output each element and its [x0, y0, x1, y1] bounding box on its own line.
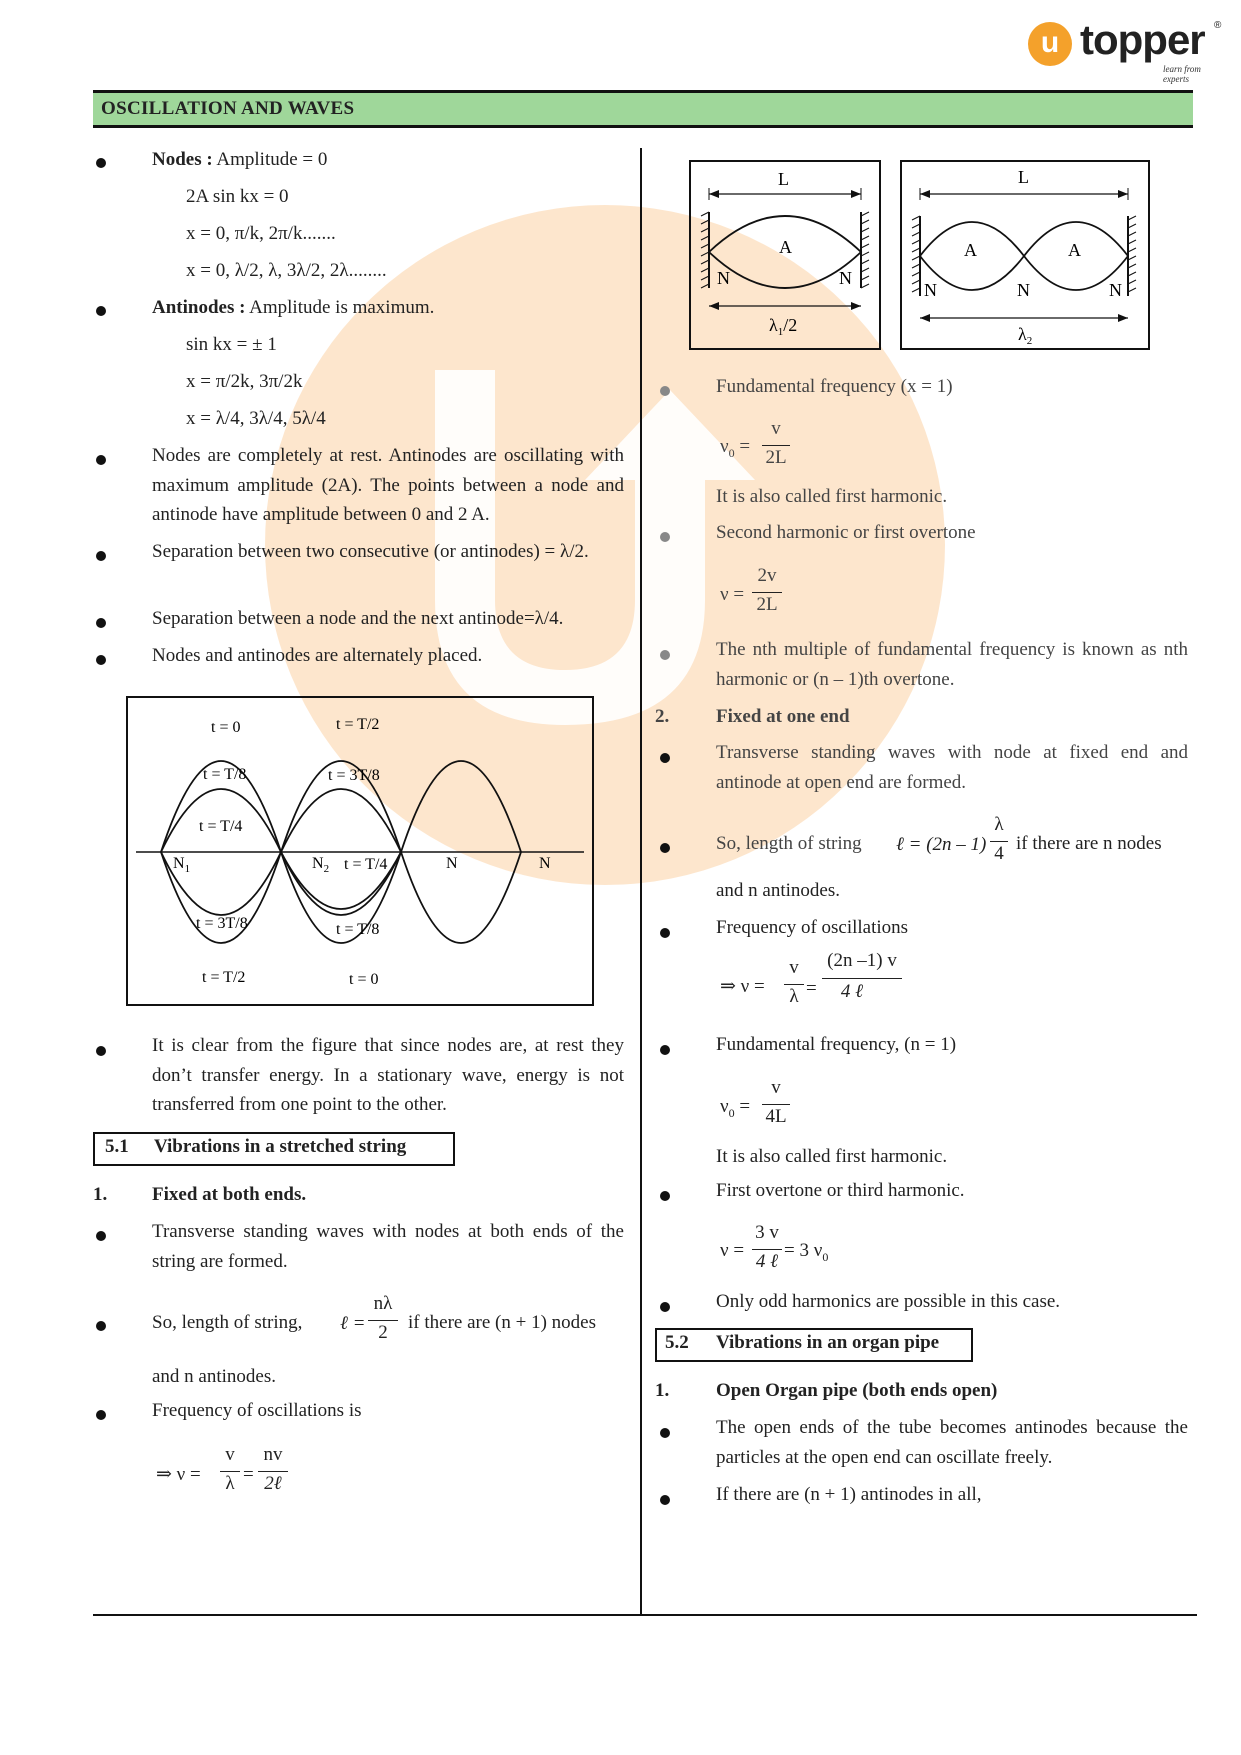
length-pre: So, length of string,: [152, 1312, 303, 1333]
fig-label: t = T/8: [203, 766, 247, 783]
logo-registered: ®: [1214, 20, 1222, 31]
nodes-eq3: x = 0, λ/2, λ, 3λ/2, 2λ........: [186, 260, 387, 281]
diag1-lambda-sub: 1: [777, 326, 784, 338]
bullet-icon: [96, 551, 106, 561]
freq2-den1: λ: [789, 986, 799, 1007]
anti-eq3: x = λ/4, 3λ/4, 5λ/4: [186, 408, 326, 429]
odd-harmonics: Only odd harmonics are possible in this case.: [716, 1291, 1061, 1312]
bullet-icon: [96, 158, 106, 168]
fund2-den: 4L: [765, 1106, 787, 1127]
len2-l: ℓ = (2n – 1): [896, 834, 987, 855]
fund-den: 2L: [765, 447, 787, 468]
bullet-icon: [660, 1428, 670, 1438]
item-number: 2.: [655, 706, 670, 727]
diag2-length: L: [1018, 167, 1029, 187]
fund2-nu: [720, 1092, 750, 1128]
fig-label: N: [539, 855, 551, 872]
freq2-text: Frequency of oscillations: [716, 917, 909, 938]
bullet-icon: [96, 1231, 106, 1241]
bullet-icon: [660, 1045, 670, 1055]
fig-n1: N: [173, 855, 185, 872]
len2-post: if there are n nodes: [1016, 833, 1162, 854]
item-number: 1.: [655, 1380, 670, 1401]
diag1-node: N: [839, 268, 852, 288]
diag2-node: N: [1017, 280, 1030, 300]
fraction-line: [762, 1104, 790, 1105]
diag2-antinode: A: [964, 240, 977, 260]
fund-num: v: [771, 418, 781, 439]
section-number: 5.1: [105, 1136, 129, 1157]
diag2-antinode: A: [1068, 240, 1081, 260]
fig-label: [312, 855, 329, 875]
sec-nu: ν =: [720, 584, 745, 605]
bullet-icon: [96, 1046, 106, 1056]
freq2-num1: v: [789, 957, 799, 978]
diag1-node: N: [717, 268, 730, 288]
length-den: 2: [378, 1322, 388, 1343]
nodes-text: Amplitude = 0: [212, 149, 328, 170]
fraction-line: [990, 841, 1008, 842]
first-harmonic: It is also called first harmonic.: [716, 486, 948, 507]
freq2-arrow: ⇒ ν =: [720, 976, 765, 997]
length-cont: and n antinodes.: [152, 1366, 277, 1387]
fraction-line: [752, 1249, 782, 1250]
freq-num2: nv: [263, 1444, 283, 1465]
len2-num: λ: [994, 814, 1004, 835]
chapter-title: OSCILLATION AND WAVES: [101, 98, 355, 119]
diag2-node: N: [1109, 280, 1122, 300]
fund2-num: v: [771, 1077, 781, 1098]
length-post: if there are (n + 1) nodes: [408, 1312, 596, 1333]
fraction-line: [784, 984, 804, 985]
length-l: ℓ =: [340, 1313, 366, 1334]
footer-rule: [93, 1614, 1197, 1616]
section-title: Vibrations in an organ pipe: [716, 1332, 940, 1353]
para-separation: Separation between two consecutive (or antinodes) = λ/2.: [152, 541, 589, 562]
nth-harmonic: The nth multiple of fundamental frequency is known as nth harmonic or (n – 1)th overtone.: [716, 639, 1188, 690]
fig-n2: N: [312, 855, 324, 872]
item-title: Open Organ pipe (both ends open): [716, 1380, 998, 1401]
bullet-icon: [660, 532, 670, 542]
item-title: Fixed at both ends.: [152, 1184, 307, 1205]
item-title: Fixed at one end: [716, 706, 850, 727]
diag2-wavelength: [1018, 324, 1032, 347]
logo-mark-icon: u: [1028, 22, 1072, 66]
section-number: 5.2: [665, 1332, 689, 1353]
fig-label: t = 3T/8: [328, 767, 380, 784]
third-nu: ν =: [720, 1240, 745, 1261]
freq-den2: 2ℓ: [264, 1473, 282, 1494]
bullet-icon: [660, 386, 670, 396]
bullet-icon: [96, 1410, 106, 1420]
fig-n1-sub: 1: [184, 863, 191, 875]
freq-eq: =: [243, 1464, 254, 1485]
diag2-node: N: [924, 280, 937, 300]
logo-name: topper: [1080, 16, 1205, 63]
bullet-icon: [96, 618, 106, 628]
fig-n2-sub: 2: [323, 863, 330, 875]
second-harmonic: Second harmonic or first overtone: [716, 522, 976, 543]
logo-tagline: learn from experts: [1163, 64, 1201, 84]
brand-logo: [1028, 16, 1228, 84]
diag2-lambda-sub: 2: [1026, 335, 1033, 347]
bullet-icon: [660, 843, 670, 853]
nodes-eq2: x = 0, π/k, 2π/k.......: [186, 223, 336, 244]
fraction-line: [822, 978, 902, 979]
fund2-text: Fundamental frequency, (n = 1): [716, 1034, 957, 1055]
para-antinodes-count: If there are (n + 1) antinodes in all,: [716, 1484, 982, 1505]
freq2-eq: =: [806, 978, 817, 999]
bullet-icon: [660, 1495, 670, 1505]
section-title: Vibrations in a stretched string: [154, 1136, 407, 1157]
third-post-sub: 0: [822, 1249, 829, 1264]
antinodes-label: Antinodes :: [152, 297, 246, 318]
fraction-line: [220, 1471, 240, 1472]
freq-arrow: ⇒ ν =: [156, 1464, 201, 1485]
diag1-lambda-post: /2: [783, 315, 798, 335]
string-fundamental-diagram: [689, 160, 881, 350]
antinodes-text: Amplitude is maximum.: [245, 297, 435, 318]
para-open-ends: The open ends of the tube becomes antinodes because the particles at the open end can oscillate freely.: [716, 1417, 1188, 1468]
diag1-antinode: A: [779, 237, 792, 257]
diag1-length: L: [778, 169, 789, 189]
fund-nu-symbol: ν: [720, 436, 729, 457]
para-separation-antinode: Separation between a node and the next antinode=λ/4.: [152, 608, 564, 629]
len2-pre: So, length of string: [716, 833, 862, 854]
column-divider: [640, 148, 642, 1616]
fig-label: [173, 855, 190, 875]
fund2-nu-sub: 0: [728, 1105, 735, 1120]
fund2-nu-symbol: ν: [720, 1096, 729, 1117]
sec-num: 2v: [757, 565, 777, 586]
third-post-text: = 3 ν: [784, 1240, 823, 1261]
third-den: 4 ℓ: [755, 1251, 779, 1272]
bullet-icon: [96, 455, 106, 465]
fund-nu-sub: 0: [728, 445, 735, 460]
anti-eq2: x = π/2k, 3π/2k: [186, 371, 303, 392]
fraction-line: [258, 1471, 288, 1472]
bullet-icon: [660, 650, 670, 660]
bullet-icon: [660, 1302, 670, 1312]
nodes-line: [152, 145, 327, 174]
para-energy: It is clear from the figure that since nodes are, at rest they don’t transfer energy. In a stationary wave, energy is not transferred from one point to the other.: [152, 1035, 624, 1115]
fund2-eq: =: [739, 1096, 751, 1117]
fraction-line: [368, 1320, 398, 1321]
fig-label: t = T/4: [344, 856, 388, 873]
item-number: 1.: [93, 1184, 108, 1205]
len2-den: 4: [994, 843, 1004, 864]
fraction-line: [762, 445, 790, 446]
freq2-den2: 4 ℓ: [840, 981, 864, 1002]
nodes-label: Nodes :: [152, 149, 213, 170]
antinodes-line: [152, 293, 434, 322]
diag1-lambda: λ: [769, 315, 778, 335]
chapter-header: [93, 93, 1193, 125]
bullet-icon: [660, 753, 670, 763]
freq2-num2: (2n –1) v: [827, 950, 897, 971]
third-harmonic: First overtone or third harmonic.: [716, 1180, 965, 1201]
fig-label: N: [446, 855, 458, 872]
para-transverse: Transverse standing waves with nodes at both ends of the string are formed.: [152, 1221, 624, 1272]
bullet-icon: [96, 655, 106, 665]
freq-num1: v: [225, 1444, 235, 1465]
bullet-icon: [660, 1191, 670, 1201]
bullet-icon: [660, 928, 670, 938]
len2-cont: and n antinodes.: [716, 880, 841, 901]
third-post: [784, 1236, 828, 1272]
sec-den: 2L: [756, 594, 778, 615]
fund-text: Fundamental frequency (x = 1): [716, 376, 953, 397]
diag2-lambda: λ: [1018, 324, 1027, 344]
fig-label: t = 3T/8: [196, 915, 248, 932]
fraction-line: [752, 592, 782, 593]
fig-label: t = T/4: [199, 818, 243, 835]
first-harmonic-2: It is also called first harmonic.: [716, 1146, 948, 1167]
fund-eq: =: [739, 436, 751, 457]
header-bottom-rule: [93, 125, 1193, 128]
section-5-1-box: [93, 1132, 455, 1166]
length-num: nλ: [373, 1293, 393, 1314]
bullet-icon: [96, 306, 106, 316]
fig-label: t = T/8: [336, 921, 380, 938]
third-num: 3 v: [755, 1222, 779, 1243]
diag1-wavelength: [769, 315, 797, 338]
para-nodes-rest: Nodes are completely at rest. Antinodes are oscillating with maximum amplitude (2A). The points between a node and antinode have amplitude between 0 and 2 A.: [152, 445, 624, 525]
section-5-2-box: [655, 1328, 973, 1362]
fund-nu: [720, 432, 750, 468]
standing-wave-figure: [126, 696, 594, 1006]
fig-label: t = 0: [349, 971, 379, 988]
bullet-icon: [96, 1321, 106, 1331]
string-second-harmonic-diagram: [900, 160, 1150, 350]
para-one-end: Transverse standing waves with node at fixed end and antinode at open end are formed.: [716, 742, 1188, 793]
fig-label: t = 0: [211, 719, 241, 736]
nodes-eq1: 2A sin kx = 0: [186, 186, 289, 207]
fig-label: t = T/2: [202, 969, 246, 986]
anti-eq1: sin kx = ± 1: [186, 334, 277, 355]
freq-text: Frequency of oscillations is: [152, 1400, 362, 1421]
fig-label: t = T/2: [336, 716, 380, 733]
freq-den1: λ: [225, 1473, 235, 1494]
para-alternate: Nodes and antinodes are alternately placed.: [152, 645, 483, 666]
